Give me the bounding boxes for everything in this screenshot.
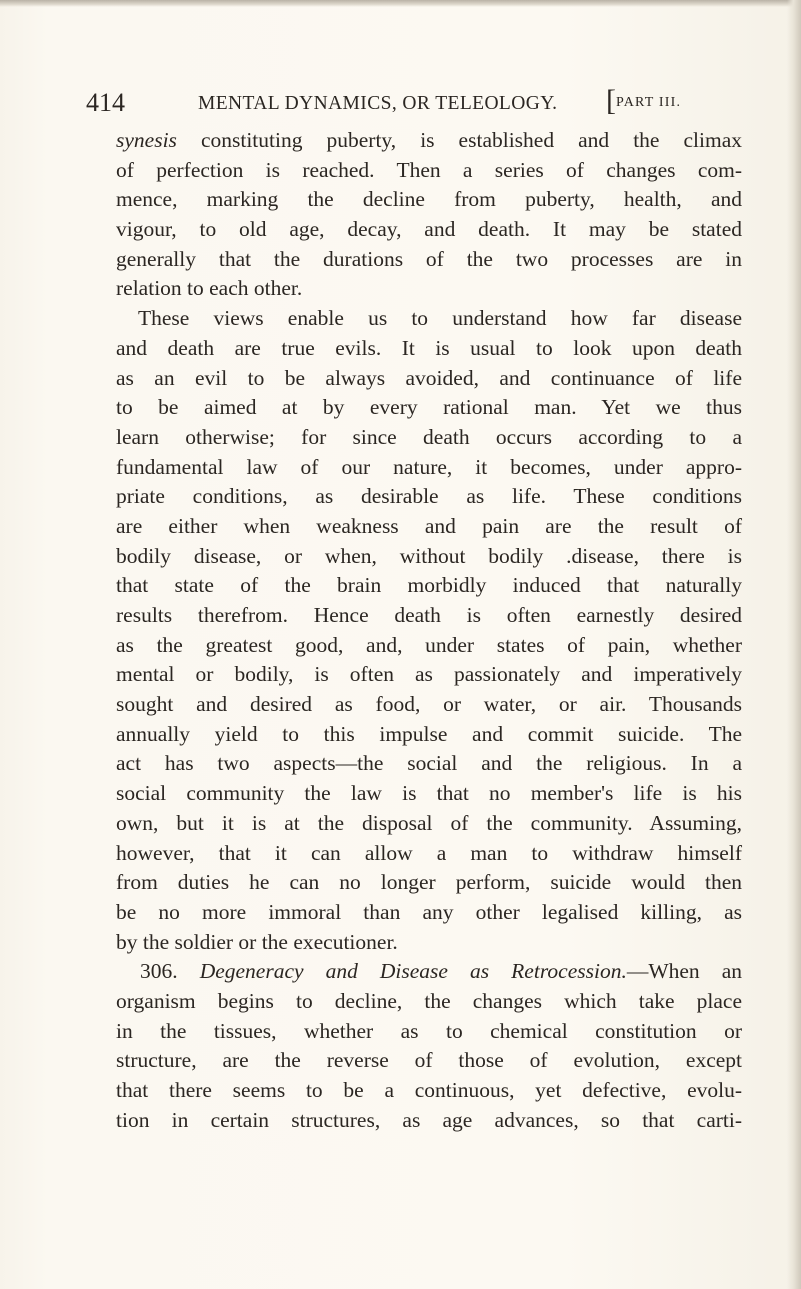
text-line: bodily disease, or when, without bodily .disease, there is [116,543,742,568]
page-number: 414 [86,88,125,117]
part-reference [606,86,681,119]
text-line: in the tissues, whether as to chemical constitution or [116,1018,742,1043]
text-line: as an evil to be always avoided, and continuance of life [116,365,742,390]
text-line: tion in certain structures, as age advances, so that carti- [116,1107,742,1132]
text-line: as the greatest good, and, under states of pain, whether [116,632,742,657]
text-line: mental or bodily, is often as passionately and imperatively [116,662,742,687]
section-number: 306. [140,959,178,984]
text-line: relation to each other. [116,276,303,301]
page-right-edge-shadow [787,0,801,1289]
italic-word: synesis [116,128,177,152]
text-line: from duties he can no longer perform, suicide would then [116,870,742,895]
text-line: by the soldier or the executioner. [116,929,398,954]
page-header [86,84,716,120]
text-line: mence, marking the decline from puberty, health, and [116,187,742,212]
text-line: act has two aspects—the social and the religious. In a [116,751,742,776]
part-bracket: [ [606,84,616,117]
text-line: that state of the brain morbidly induced that naturally [116,573,742,598]
text-line: vigour, to old age, decay, and death. It may be stated [116,217,742,242]
text-line [116,126,742,156]
text-line: own, but it is at the disposal of the community. Assuming, [116,810,742,835]
text-line: be no more immoral than any other legalised killing, as [116,899,742,924]
text-line: annually yield to this impulse and commit suicide. The [116,721,742,746]
text-line: structure, are the reverse of those of evolution, except [116,1048,742,1073]
text-line: that there seems to be a continuous, yet defective, evolu- [116,1078,742,1102]
paragraph-first-line: These views enable us to understand how far disease [138,306,742,331]
text-line: organism begins to decline, the changes which take place [116,988,742,1013]
part-label: PART III. [616,95,682,110]
text-line: generally that the durations of the two processes are in [116,246,742,271]
body-text [116,126,742,1135]
text-line: sought and desired as food, or water, or air. Thousands [116,692,742,717]
text-fragment: constituting puberty, is established and the climax [200,128,742,152]
text-fragment: —When an [626,959,743,984]
text-line: and death are true evils. It is usual to look upon death [116,335,742,360]
text-line: learn otherwise; for since death occurs according to a [116,424,742,449]
page-top-edge-shadow [0,0,801,7]
section-heading-line [116,957,742,987]
section-title: Degeneracy and Disease as Retrocession. [199,959,627,984]
text-line: fundamental law of our nature, it becomes, under appro- [116,454,742,479]
text-line: social community the law is that no member's life is his [116,781,742,806]
text-line: however, that it can allow a man to withdraw himself [116,840,742,865]
text-line: results therefrom. Hence death is often earnestly desired [116,603,742,627]
text-line: to be aimed at by every rational man. Yet we thus [116,395,742,420]
text-line: priate conditions, as desirable as life. These conditions [116,484,742,509]
running-head: MENTAL DYNAMICS, OR TELEOLOGY. [198,93,558,114]
text-line: of perfection is reached. Then a series of changes com- [116,157,742,182]
text-line: are either when weakness and pain are the result of [116,513,742,538]
